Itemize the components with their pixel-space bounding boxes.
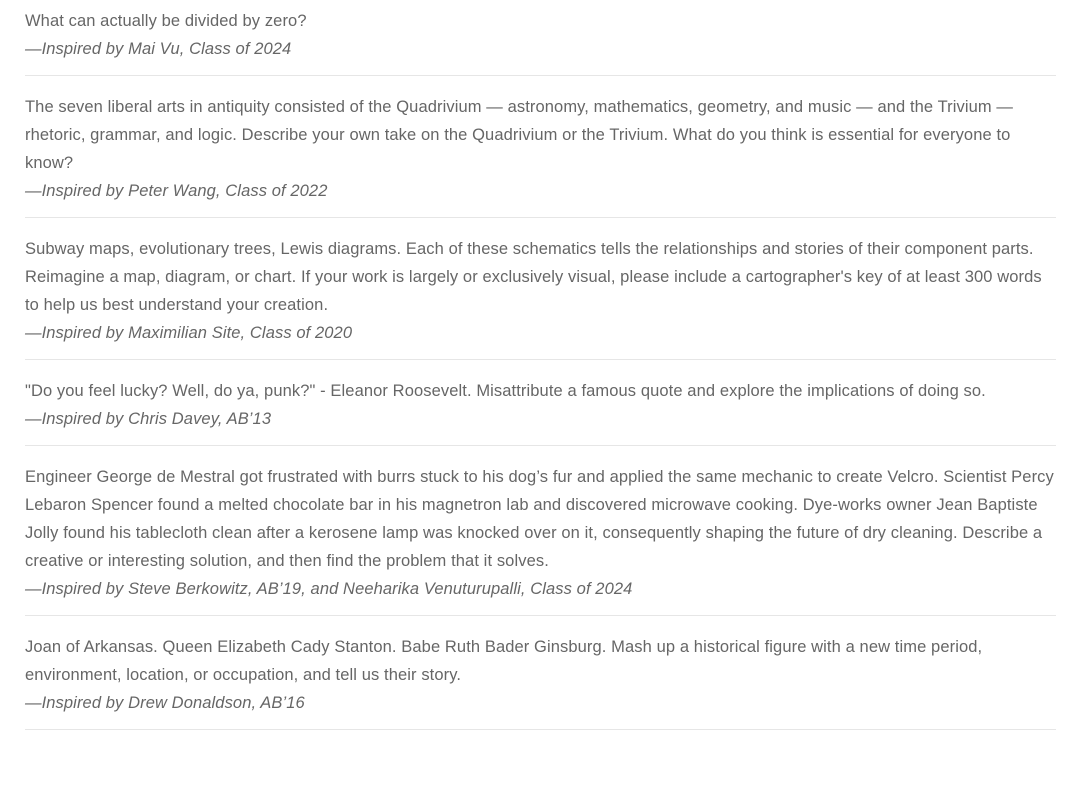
essay-prompt (25, 76, 1056, 218)
essay-prompt (25, 360, 1056, 446)
essay-prompt (25, 616, 1056, 730)
prompt-attribution: —Inspired by Drew Donaldson, AB’16 (25, 694, 305, 712)
prompt-text: Engineer George de Mestral got frustrated with burrs stuck to his dog’s fur and applied the same mechanic to create Velcro. Scientist Percy Lebaron Spencer found a melted chocolate bar in his magnetron lab and discovered microwave cooking. Dye-works owner Jean Baptiste Jolly found his tablecloth clean after a kerosene lamp was knocked over on it, consequently shaping the future of dry cleaning. Describe a creative or interesting solution, and then find the problem that it solves. (25, 468, 1054, 570)
essay-prompt (25, 0, 1056, 76)
prompt-attribution: —Inspired by Mai Vu, Class of 2024 (25, 40, 292, 58)
prompt-text: What can actually be divided by zero? (25, 12, 307, 30)
prompt-text: Subway maps, evolutionary trees, Lewis diagrams. Each of these schematics tells the relationships and stories of their component parts. Reimagine a map, diagram, or chart. If your work is largely or exclusively visual, please include a cartographer's key of at least 300 words to help us best understand your creation. (25, 240, 1042, 314)
prompt-attribution: —Inspired by Steve Berkowitz, AB’19, and Neeharika Venuturupalli, Class of 2024 (25, 580, 633, 598)
essay-prompt (25, 446, 1056, 616)
prompt-text: "Do you feel lucky? Well, do ya, punk?" - Eleanor Roosevelt. Misattribute a famous quote and explore the implications of doing so. (25, 382, 986, 400)
essay-prompt (25, 218, 1056, 360)
prompt-text: Joan of Arkansas. Queen Elizabeth Cady Stanton. Babe Ruth Bader Ginsburg. Mash up a historical figure with a new time period, environment, location, or occupation, and tell us their story. (25, 638, 983, 684)
essay-prompt-list (25, 0, 1056, 730)
prompt-text: The seven liberal arts in antiquity consisted of the Quadrivium — astronomy, mathematics, geometry, and music — and the Trivium — rhetoric, grammar, and logic. Describe your own take on the Quadrivium or the Trivium. What do you think is essential for everyone to know? (25, 98, 1014, 172)
prompt-attribution: —Inspired by Chris Davey, AB’13 (25, 410, 272, 428)
prompt-attribution: —Inspired by Peter Wang, Class of 2022 (25, 182, 328, 200)
prompt-attribution: —Inspired by Maximilian Site, Class of 2020 (25, 324, 353, 342)
